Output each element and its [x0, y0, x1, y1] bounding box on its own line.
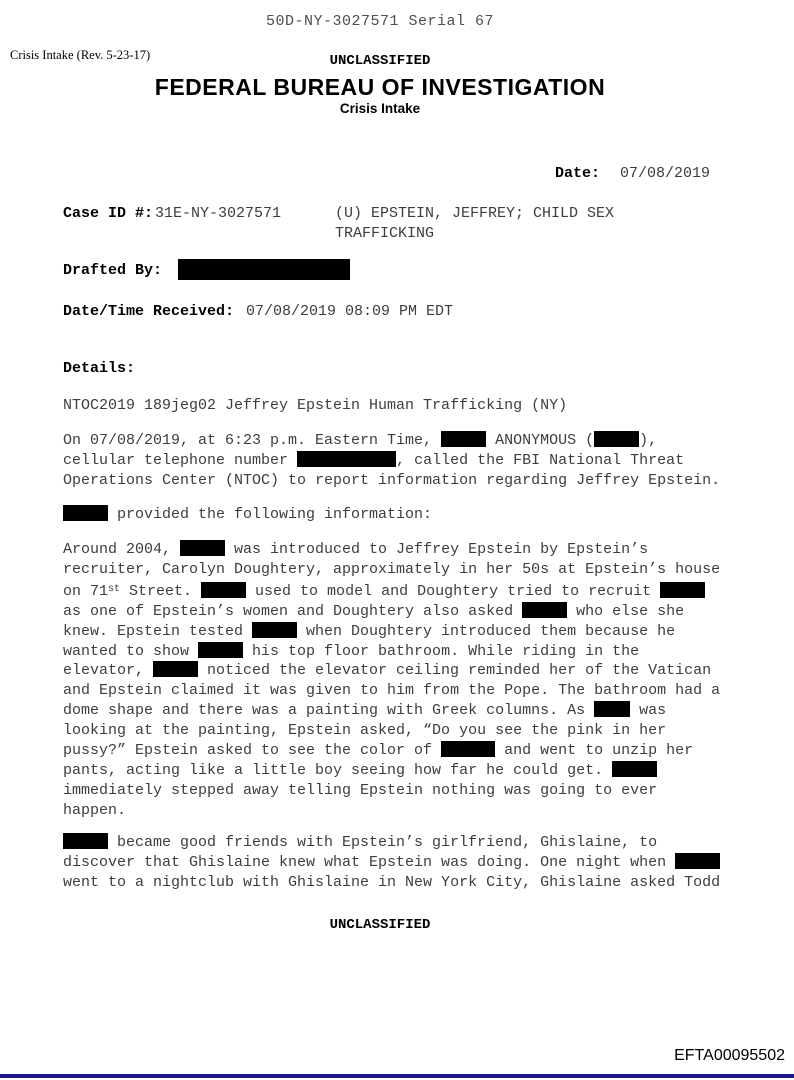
- redaction-box: [63, 505, 108, 521]
- redaction-box: [153, 661, 198, 677]
- redaction-box: [297, 451, 396, 467]
- details-label: Details:: [63, 360, 136, 377]
- redaction-box: [63, 833, 108, 849]
- redaction-box: [252, 622, 297, 638]
- redaction-box: [441, 741, 495, 757]
- redaction-box: [594, 701, 630, 717]
- date-label: Date:: [555, 165, 601, 182]
- paragraph-account: Around 2004, was introduced to Jeffrey Epstein by Epstein’s recruiter, Carolyn Doughtery, approximately in her 50s at Epstein’s house on 71st Street. used to model and Doughtery tried to recruit as one of Epstein’s women and Doughtery also asked who else she knew. Epstein tested when Doughtery introduced them because he wanted to show his top floor bathroom. While riding in the elevator, noticed the elevator ceiling reminded her of the Vatican and Epstein claimed it was given to him from the Pope. The bathroom had a dome shape and there was a painting with Greek columns. As was looking at the painting, Epstein asked, “Do you see the pink in her pussy?” Epstein asked to see the color of and went to unzip her pants, acting like a little boy seeing how far he could get. immediately stepped away telling Epstein nothing was going to ever happen.: [63, 541, 721, 819]
- case-serial-header: 50D-NY-3027571 Serial 67: [265, 13, 495, 30]
- paragraph-call-summary: On 07/08/2019, at 6:23 p.m. Eastern Time, ANONYMOUS ( ), cellular telephone number , called the FBI National Threat Operations Center (NTOC) to report information regarding Jeffrey Epstein.: [63, 432, 721, 489]
- received-value: 07/08/2019 08:09 PM EDT: [246, 303, 454, 320]
- case-title-line1: (U) EPSTEIN, JEFFREY; CHILD SEX: [335, 205, 615, 222]
- paragraph-provided-info: provided the following information:: [63, 505, 432, 525]
- redaction-box: [522, 602, 567, 618]
- bates-number: EFTA00095502: [674, 1047, 785, 1064]
- redaction-box: [594, 431, 639, 447]
- date-value: 07/08/2019: [620, 165, 711, 182]
- case-id-value: 31E-NY-3027571: [155, 205, 282, 222]
- classification-banner-bottom: UNCLASSIFIED: [329, 917, 431, 933]
- received-label: Date/Time Received:: [63, 303, 235, 320]
- drafted-by-label: Drafted By:: [63, 262, 163, 279]
- agency-title: FEDERAL BUREAU OF INVESTIGATION: [154, 74, 606, 100]
- case-id-label: Case ID #:: [63, 205, 154, 222]
- paragraph-ghislaine: became good friends with Epstein’s girlfriend, Ghislaine, to discover that Ghislaine knew what Epstein was doing. One night when went to a nightclub with Ghislaine in New York City, Ghislaine asked Todd: [63, 834, 721, 891]
- bottom-bar: [0, 1074, 794, 1078]
- paragraph-ntoc: NTOC2019 189jeg02 Jeffrey Epstein Human Trafficking (NY): [63, 397, 568, 414]
- redaction-box: [612, 761, 657, 777]
- redaction-drafted-by: [178, 259, 350, 280]
- redaction-box: [201, 582, 246, 598]
- case-title-line2: TRAFFICKING: [335, 225, 435, 242]
- classification-banner-top: UNCLASSIFIED: [329, 53, 431, 69]
- redaction-box: [198, 642, 243, 658]
- redaction-box: [675, 853, 720, 869]
- redaction-box: [660, 582, 705, 598]
- form-revision-note: Crisis Intake (Rev. 5-23-17): [10, 48, 151, 62]
- redaction-box: [180, 540, 225, 556]
- redaction-box: [441, 431, 486, 447]
- form-subtitle: Crisis Intake: [339, 101, 421, 116]
